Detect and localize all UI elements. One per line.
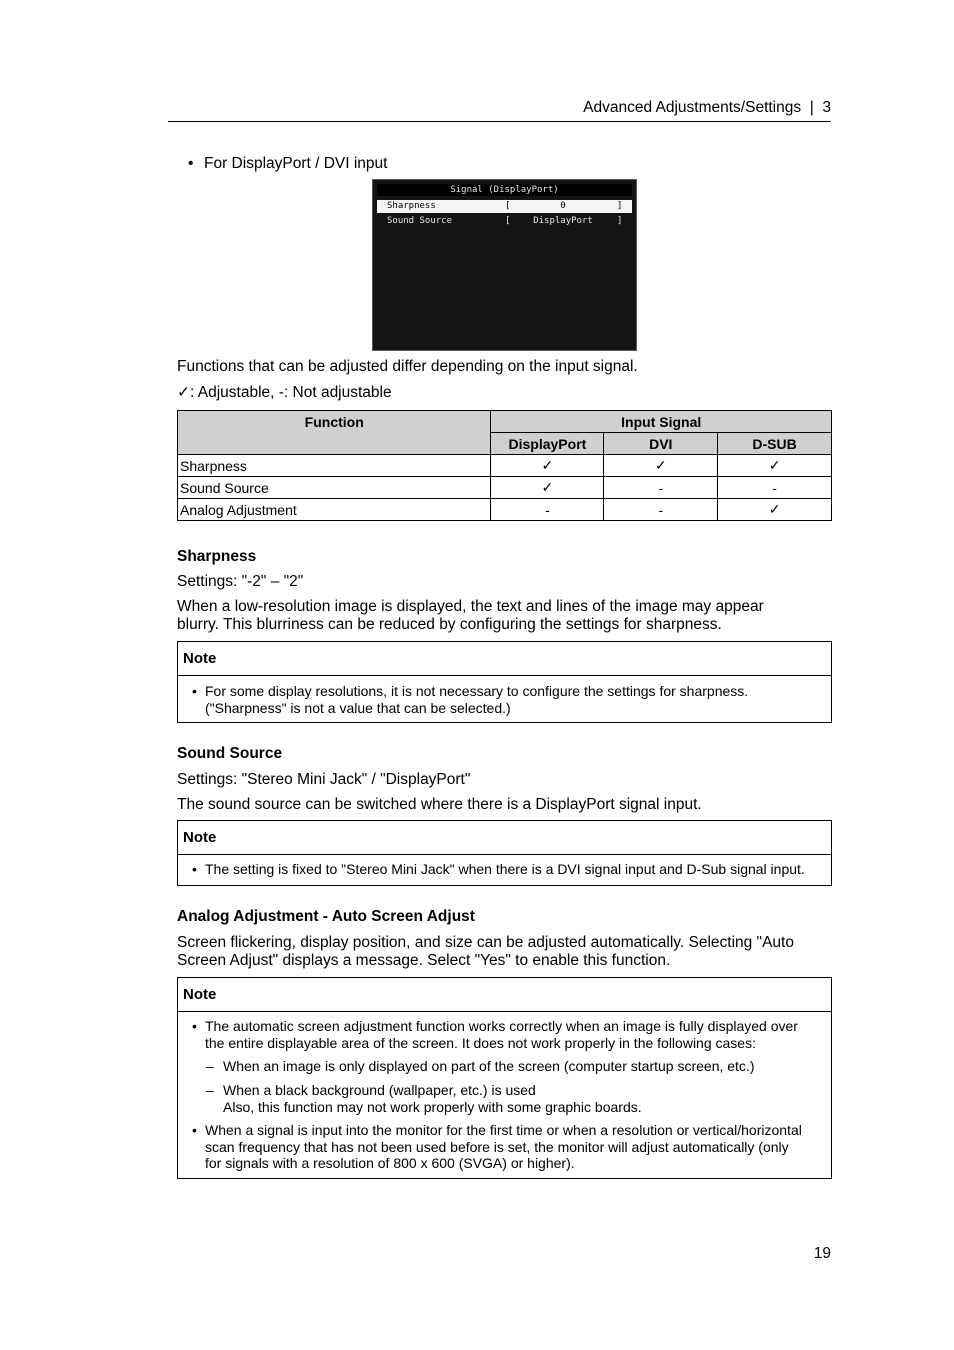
note-item [192, 1122, 823, 1172]
note-line: When a signal is input into the monitor for the first time or when a resolution or vertical/horizontal [205, 1122, 802, 1138]
analog-desc-line1: Screen flickering, display position, and size can be adjusted automatically. Selecting "Auto [177, 934, 794, 951]
cell-mark: ✓ [604, 455, 718, 477]
osd-row-value: DisplayPort [533, 216, 593, 226]
header-rule [168, 121, 831, 122]
cell-mark: ✓ [491, 455, 604, 477]
note-line: for signals with a resolution of 800 x 600 (SVGA) or higher). [205, 1155, 575, 1171]
note-line: For some display resolutions, it is not necessary to configure the settings for sharpness. [205, 683, 749, 699]
osd-row-label: Sharpness [387, 201, 436, 211]
page-number: 19 [813, 1245, 831, 1262]
note-line: When an image is only displayed on part of the screen (computer startup screen, etc.) [223, 1058, 755, 1074]
header-function: Function [178, 411, 491, 455]
osd-row-sharpness [377, 200, 632, 213]
note-line: the entire displayable area of the screen. It does not work properly in the following cases: [205, 1034, 756, 1051]
legend: ✓: Adjustable, -: Not adjustable [177, 384, 392, 401]
note-item [192, 683, 823, 716]
sharpness-desc-line2: blurry. This blurriness can be reduced by configuring the settings for sharpness. [177, 616, 722, 633]
sharpness-desc-line1: When a low-resolution image is displayed, the text and lines of the image may appear [177, 598, 764, 615]
note-line: ("Sharpness" is not a value that can be selected.) [205, 699, 511, 716]
note-item [192, 861, 823, 878]
note-title: Note [178, 821, 831, 855]
osd-bracket-close: ] [617, 201, 623, 211]
bullet-glyph: • [192, 1122, 197, 1138]
row-name: Sound Source [178, 477, 491, 499]
cell-mark: - [604, 477, 718, 499]
bullet-glyph: • [188, 155, 194, 172]
cell-mark: - [604, 499, 718, 521]
header-dvi: DVI [604, 433, 718, 455]
cell-mark: - [718, 477, 832, 499]
osd-row-sound-source [377, 215, 632, 228]
note-analog [177, 977, 832, 1179]
analog-desc-line2: Screen Adjust" displays a message. Select "Yes" to enable this function. [177, 952, 671, 969]
cell-mark: ✓ [718, 455, 832, 477]
header-input-signal: Input Signal [491, 411, 832, 433]
row-name: Sharpness [178, 455, 491, 477]
note-line: scan frequency that has not been used before is set, the monitor will adjust automatically (only [205, 1138, 789, 1155]
cell-mark: - [491, 499, 604, 521]
note-item [192, 1018, 823, 1051]
note-line: Also, this function may not work properly with some graphic boards. [223, 1098, 642, 1115]
cell-mark: ✓ [718, 499, 832, 521]
osd-row-value: 0 [560, 201, 566, 211]
sound-source-desc: The sound source can be switched where there is a DisplayPort signal input. [177, 796, 702, 813]
sharpness-settings: Settings: "-2" – "2" [177, 573, 304, 590]
note-line: The setting is fixed to "Stereo Mini Jack" when there is a DVI signal input and D-Sub signal input. [205, 861, 805, 877]
table-row [178, 477, 832, 499]
function-table [177, 410, 832, 521]
dash-glyph: – [206, 1082, 214, 1098]
heading-sound-source: Sound Source [177, 745, 283, 762]
sound-source-settings: Settings: "Stereo Mini Jack" / "DisplayPort" [177, 771, 471, 788]
note-subitem [206, 1082, 823, 1115]
bullet-glyph: • [192, 1018, 197, 1034]
para-functions: Functions that can be adjusted differ depending on the input signal. [177, 358, 638, 375]
note-title: Note [178, 642, 831, 676]
osd-bracket-open: [ [505, 216, 511, 226]
heading-analog-adjustment: Analog Adjustment - Auto Screen Adjust [177, 908, 475, 925]
osd-row-label: Sound Source [387, 216, 453, 226]
note-sound-source [177, 820, 832, 886]
osd-title: Signal (DisplayPort) [377, 184, 632, 196]
cell-mark: ✓ [491, 477, 604, 499]
osd-screenshot [372, 179, 637, 351]
osd-bracket-close: ] [617, 216, 623, 226]
table-row [178, 499, 832, 521]
intro-bullet [188, 155, 387, 173]
bullet-glyph: • [192, 861, 197, 877]
osd-bracket-open: [ [505, 201, 511, 211]
heading-sharpness: Sharpness [177, 548, 257, 565]
bullet-glyph: • [192, 683, 197, 699]
header-displayport: DisplayPort [491, 433, 604, 455]
header-dsub: D-SUB [718, 433, 832, 455]
note-line: When a black background (wallpaper, etc.) is used [223, 1082, 536, 1098]
note-line: The automatic screen adjustment function works correctly when an image is fully displayed over [205, 1018, 798, 1034]
dash-glyph: – [206, 1058, 214, 1074]
row-name: Analog Adjustment [178, 499, 491, 521]
intro-bullet-text: For DisplayPort / DVI input [204, 155, 388, 172]
note-subitem [206, 1058, 823, 1075]
table-row [178, 455, 832, 477]
note-sharpness [177, 641, 832, 723]
note-title: Note [178, 978, 831, 1012]
header-title: Advanced Adjustments/Settings | 3 [583, 99, 831, 116]
